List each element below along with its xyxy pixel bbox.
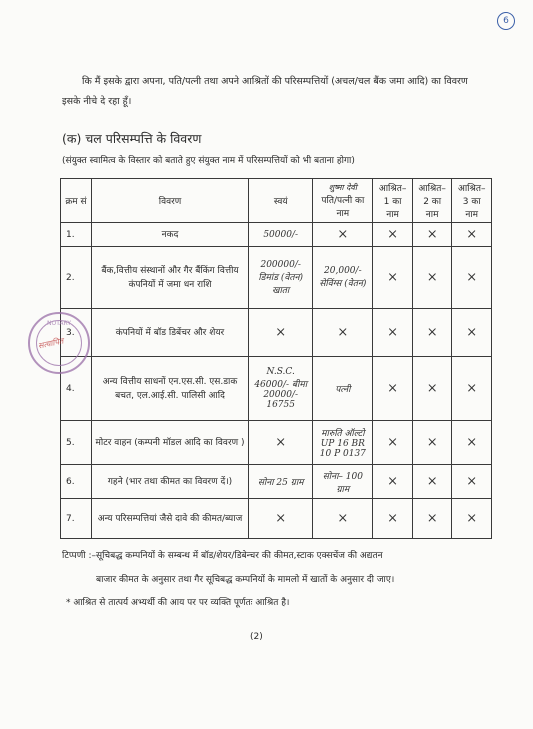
row-description: अन्य वित्तीय साधनों एन.एस.सी. एस.डाक बचत, एल.आई.सी. पालिसी आदि [92,357,249,421]
spouse-handwritten-name: शुष्मा देवी [328,183,357,192]
row-self-value: सोना 25 ग्राम [249,465,313,499]
row-number: 2. [61,247,92,309]
header-self: स्वयं [249,179,313,223]
row-dependent-2-value: × [412,247,452,309]
row-self-value: × [249,421,313,465]
row-dependent-3-value: × [452,465,492,499]
row-description: गहने (भार तथा कीमत का विवरण दें।) [92,465,249,499]
table-row [61,223,492,247]
table-header-row [61,179,492,223]
row-self-value: × [249,499,313,539]
row-number: 5. [61,421,92,465]
section-title: (क) चल परिसम्पत्ति के विवरण [62,131,202,146]
row-spouse-value: 20,000/- सेविंग्स (वेतन) [313,247,373,309]
page-number: (2) [250,632,263,642]
row-dependent-1-value: × [373,357,413,421]
header-description: विवरण [92,179,249,223]
row-spouse-value: × [313,309,373,357]
row-dependent-2-value: × [412,499,452,539]
row-description: बैंक,वित्तीय संस्थानों और गैर बैंकिंग वित्तीय कंपनियों में जमा धन राशि [92,247,249,309]
row-dependent-1-value: × [373,465,413,499]
row-description: मोटर वाहन (कम्पनी मॉडल आदि का विवरण ) [92,421,249,465]
row-self-value: 200000/- डिमांड (वेतन) खाता [249,247,313,309]
row-spouse-value: × [313,223,373,247]
row-self-value: × [249,309,313,357]
page-corner-mark: 6 [497,12,515,30]
row-dependent-3-value: × [452,499,492,539]
row-dependent-2-value: × [412,309,452,357]
seal-text: NOTARY [47,320,71,327]
row-number: 4. [61,357,92,421]
table-row [61,465,492,499]
section-note: (संयुक्त स्वामित्व के विस्तार को बताते हुए संयुक्त नाम में परिसम्पत्तियों को भी बताना होगा) [62,156,355,166]
table-row [61,499,492,539]
row-spouse-value: मारुति ऑल्टो UP 16 BR 10 P 0137 [313,421,373,465]
header-spouse [313,179,373,223]
seal-signature: सत्यापित [37,336,65,351]
intro-text: कि मैं इसके द्वारा अपना, पति/पत्नी तथा अपने आश्रितों की परिसम्पत्तियों (अचल/चल बैंक जमा आदि) का विवरण इसके नीचे दे रहा हूँ। [62,76,468,107]
row-description: कंपनियों में बॉड डिबेंचर और शेयर [92,309,249,357]
row-dependent-1-value: × [373,421,413,465]
row-dependent-3-value: × [452,357,492,421]
row-dependent-3-value: × [452,223,492,247]
row-dependent-2-value: × [412,223,452,247]
row-self-value: 50000/- [249,223,313,247]
header-dependent-3: आश्रित–3 का नाम [452,179,492,223]
row-number: 6. [61,465,92,499]
row-description: नकद [92,223,249,247]
row-spouse-value: पत्नी [313,357,373,421]
footnote-line-1: टिप्पणी :–सूचिबद्ध कम्पनियों के सम्बन्ध में बॉड/शेयर/डिबेन्चर की कीमत,स्टाक एक्सचेंज की अद्यतन [62,551,383,561]
header-spouse-label: पति/पत्नी का नाम [321,196,365,219]
row-spouse-value: सोना– 100 ग्राम [313,465,373,499]
header-dependent-2: आश्रित–2 का नाम [412,179,452,223]
row-dependent-3-value: × [452,309,492,357]
intro-paragraph [62,72,482,112]
row-self-value: N.S.C. 46000/- बीमा 20000/- 16755 [249,357,313,421]
table-row [61,247,492,309]
row-dependent-1-value: × [373,247,413,309]
notary-seal [28,312,90,374]
row-number: 1. [61,223,92,247]
table-row [61,421,492,465]
table-row [61,309,492,357]
row-dependent-2-value: × [412,357,452,421]
footnote-line-3: * आश्रित से तात्पर्य अभ्यर्थी की आय पर पर व्यक्ति पूर्णतः आश्रित है। [66,598,290,608]
row-number: 3. [61,309,92,357]
header-dependent-1: आश्रित–1 का नाम [373,179,413,223]
row-dependent-3-value: × [452,421,492,465]
footnote-line-2: बाजार कीमत के अनुसार तथा गैर सूचिबद्ध कम्पनियों के मामलो में खातों के अनुसार दी जाए। [96,575,395,585]
header-serial: क्रम सं [61,179,92,223]
row-dependent-3-value: × [452,247,492,309]
row-number: 7. [61,499,92,539]
row-dependent-1-value: × [373,223,413,247]
row-dependent-1-value: × [373,499,413,539]
row-dependent-1-value: × [373,309,413,357]
movable-assets-table [60,178,492,539]
table-row [61,357,492,421]
row-spouse-value: × [313,499,373,539]
row-description: अन्य परिसम्पत्तियां जैसे दावे की कीमत/ब्याज [92,499,249,539]
row-dependent-2-value: × [412,421,452,465]
row-dependent-2-value: × [412,465,452,499]
